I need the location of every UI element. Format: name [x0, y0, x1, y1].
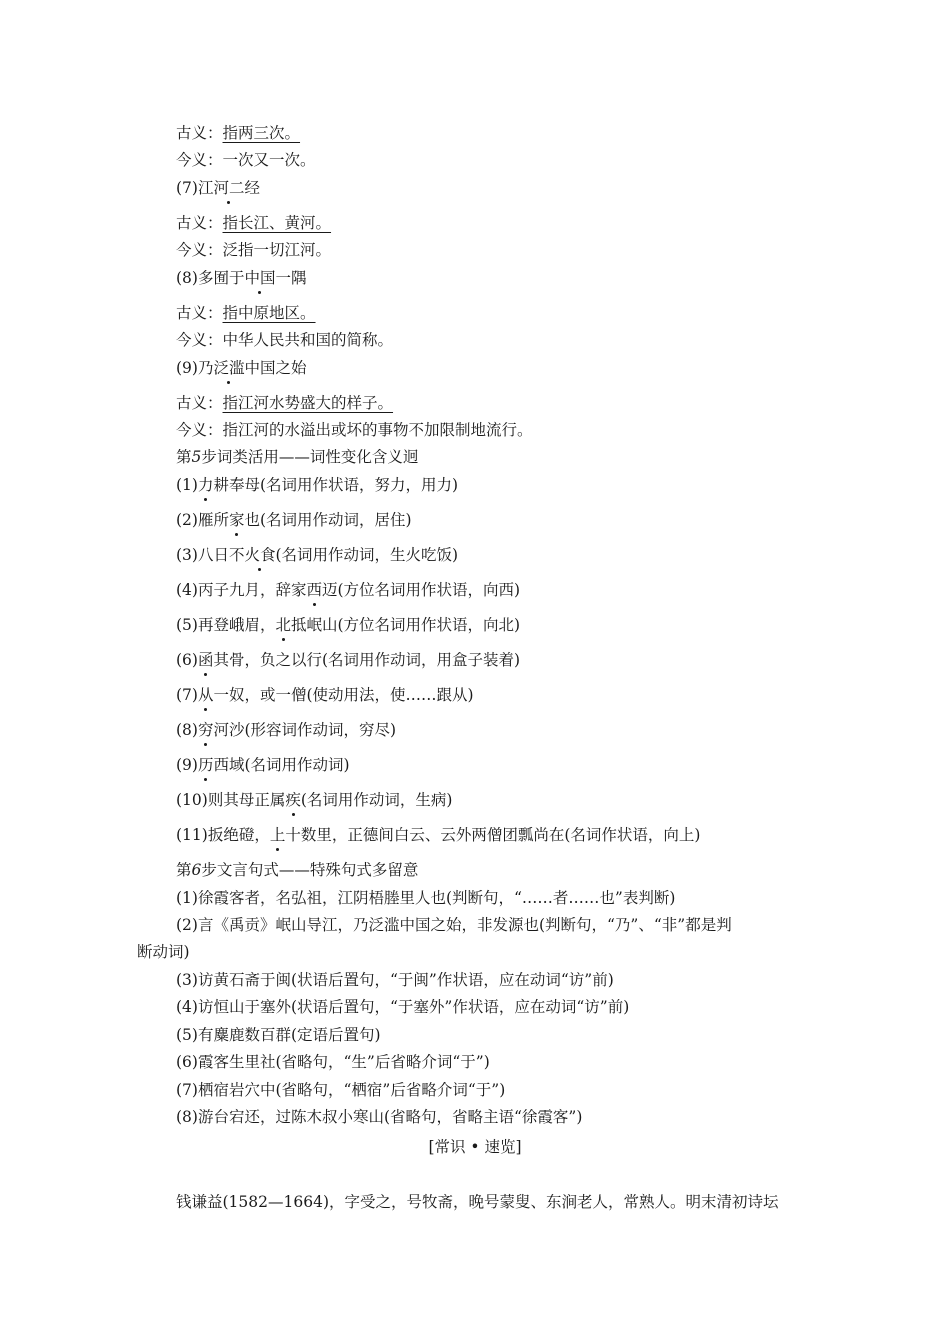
- step6-heading: 第6步文言句式——特殊句式多留意: [176, 861, 419, 879]
- list-item: (6)霞客生里社(省略句，“生”后省略介词“于”): [176, 1053, 490, 1071]
- body-paragraph: 钱谦益(1582—1664)，字受之，号牧斋，晚号蒙叟、东涧老人，常熟人。明末清初诗坛: [176, 1193, 779, 1211]
- gloss-modern-line: 今义：中华人民共和国的简称。: [176, 331, 394, 349]
- list-item: (2)言《禹贡》岷山导江，乃泛滥中国之始，非发源也(判断句，“乃”、“非”都是判: [176, 916, 732, 934]
- example-item: (9)乃泛滥中国之始: [176, 359, 307, 377]
- list-item-continuation: 断动词): [137, 943, 190, 961]
- list-item: (8)游台宕还，过陈木叔小寒山(省略句，省略主语“徐霞客”): [176, 1108, 583, 1126]
- step5-heading: 第5步词类活用——词性变化含义迥: [176, 448, 419, 466]
- example-item: (7)江河二经: [176, 179, 261, 197]
- gloss-ancient-line: 古义：指江河水势盛大的样子。: [176, 394, 394, 412]
- list-item: (3)访黄石斋于闽(状语后置句，“于闽”作状语，应在动词“访”前): [176, 971, 614, 989]
- gloss-ancient-line: 古义：指长江、黄河。: [176, 214, 332, 232]
- list-item: (2)雁所家也(名词用作动词，居住): [176, 511, 412, 529]
- gloss-modern-line: 今义：泛指一切江河。: [176, 241, 332, 259]
- gloss-modern-line: 今义：指江河的水溢出或坏的事物不加限制地流行。: [176, 421, 533, 439]
- example-item: (8)多囿于中国一隅: [176, 269, 307, 287]
- list-item: (10)则其母正属疾(名词用作动词，生病): [176, 791, 453, 809]
- list-item: (9)历西域(名词用作动词): [176, 756, 350, 774]
- list-item: (5)有麋鹿数百群(定语后置句): [176, 1026, 381, 1044]
- list-item: (6)函其骨，负之以行(名词用作动词，用盒子装着): [176, 651, 521, 669]
- list-item: (1)徐霞客者，名弘祖，江阴梧塍里人也(判断句，“……者……也”表判断): [176, 889, 676, 907]
- gloss-modern-line: 今义：一次又一次。: [176, 151, 316, 169]
- gloss-ancient-line: 古义：指中原地区。: [176, 304, 316, 322]
- list-item: (7)栖宿岩穴中(省略句，“栖宿”后省略介词“于”): [176, 1081, 506, 1099]
- list-item: (4)丙子九月，辞家西迈(方位名词用作状语，向西): [176, 581, 521, 599]
- list-item: (5)再登峨眉，北抵岷山(方位名词用作状语，向北): [176, 616, 521, 634]
- gloss-ancient-line: 古义：指两三次。: [176, 124, 301, 142]
- list-item: (7)从一奴，或一僧(使动用法，使……跟从): [176, 686, 474, 704]
- list-item: (3)八日不火食(名词用作动词，生火吃饭): [176, 546, 459, 564]
- list-item: (8)穷河沙(形容词作动词，穷尽): [176, 721, 397, 739]
- list-item: (4)访恒山于塞外(状语后置句，“于塞外”作状语，应在动词“访”前): [176, 998, 630, 1016]
- list-item: (11)扳绝磴，上十数里，正德间白云、云外两僧团瓢尚在(名词作状语，向上): [176, 826, 701, 844]
- section-heading: [常识 • 速览]: [428, 1138, 522, 1156]
- list-item: (1)力耕奉母(名词用作状语，努力，用力): [176, 476, 459, 494]
